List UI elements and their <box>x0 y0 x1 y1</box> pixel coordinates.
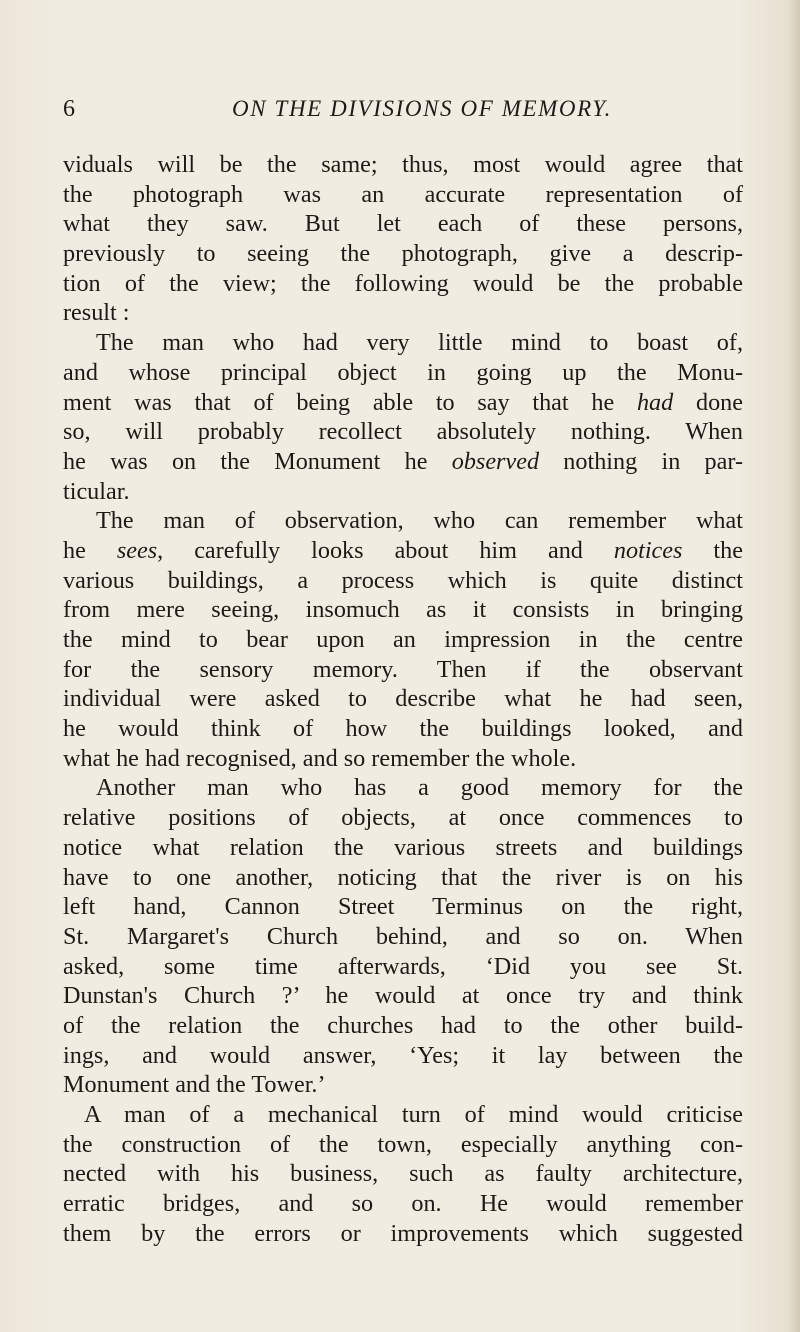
text-line: have to one another, noticing that the river is on his <box>63 863 743 891</box>
text-line: what they saw. But let each of these persons, <box>63 210 743 238</box>
text-line: St. Margaret's Church behind, and so on. When <box>63 922 743 950</box>
text-line: Dunstan's Church ?’ he would at once try and think <box>63 982 743 1010</box>
page-header <box>63 94 743 128</box>
running-head: ON THE DIVISIONS OF MEMORY. <box>232 96 612 121</box>
text-line: viduals will be the same; thus, most would agree that <box>63 151 743 178</box>
text-line: ment was that of being able to say that he had done <box>63 388 743 416</box>
text-line: what he had recognised, and so remember the whole. <box>63 744 577 772</box>
text-line: individual were asked to describe what he had seen, <box>63 685 743 713</box>
text-line: A man of a mechanical turn of mind would criticise <box>84 1101 743 1128</box>
text-line: of the relation the churches had to the other build- <box>63 1011 743 1039</box>
body-text <box>63 150 743 1248</box>
text-line: he was on the Monument he observed nothing in par- <box>63 447 743 475</box>
text-line: result : <box>63 299 130 327</box>
text-line: Monument and the Tower.’ <box>63 1071 326 1099</box>
text-line: for the sensory memory. Then if the observant <box>63 655 743 683</box>
text-line: erratic bridges, and so on. He would remember <box>63 1190 743 1218</box>
text-line: The man who had very little mind to boast of, <box>96 329 743 357</box>
text-line: notice what relation the various streets and buildings <box>63 833 743 861</box>
text-line: left hand, Cannon Street Terminus on the right, <box>63 893 743 921</box>
text-line: asked, some time afterwards, ‘Did you see St. <box>63 952 743 980</box>
text-line: nected with his business, such as faulty architecture, <box>63 1160 743 1188</box>
text-line: ticular. <box>63 477 130 505</box>
text-line: previously to seeing the photograph, give a descrip- <box>63 240 743 268</box>
text-line: he sees, carefully looks about him and notices the <box>63 536 743 564</box>
text-line: he would think of how the buildings looked, and <box>63 715 743 743</box>
text-line: so, will probably recollect absolutely nothing. When <box>63 418 743 446</box>
text-line: the photograph was an accurate representation of <box>63 180 743 208</box>
text-line: the mind to bear upon an impression in the centre <box>63 626 743 653</box>
text-line: the construction of the town, especially anything con- <box>63 1130 743 1158</box>
text-line: relative positions of objects, at once commences to <box>63 804 743 832</box>
page-edge-shadow <box>788 0 800 1332</box>
text-line: The man of observation, who can remember what <box>96 507 743 535</box>
page-number: 6 <box>63 96 75 122</box>
text-line: ings, and would answer, ‘Yes; it lay between the <box>63 1041 743 1069</box>
text-line: and whose principal object in going up the Monu- <box>63 358 743 386</box>
text-line: various buildings, a process which is quite distinct <box>63 566 743 594</box>
text-line: from mere seeing, insomuch as it consists in bringing <box>63 596 743 624</box>
text-line: tion of the view; the following would be the probable <box>63 269 743 297</box>
text-line: them by the errors or improvements which suggested <box>63 1219 743 1247</box>
text-line: Another man who has a good memory for the <box>96 774 743 802</box>
